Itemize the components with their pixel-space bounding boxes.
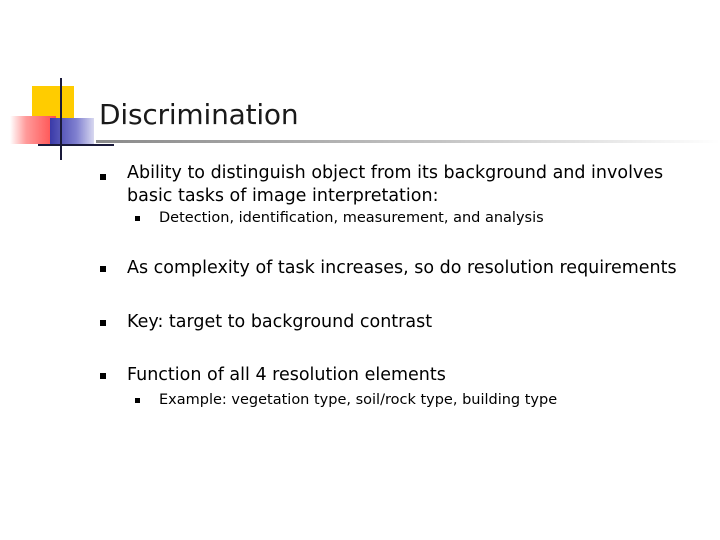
sub-bullet-marker [135,216,140,221]
bullet-4-sub-1: Example: vegetation type, soil/rock type, building type [159,392,558,408]
title-ornament-horizontal-line [38,144,114,146]
sub-bullet-marker [135,398,140,403]
bullet-2-line-1: As complexity of task increases, so do resolution requirements [127,258,677,278]
bullet-marker [100,174,106,180]
bullet-1-sub-1: Detection, identification, measurement, and analysis [159,210,544,226]
title-underline-rule [96,140,720,143]
title-ornament-vertical-line [60,78,62,160]
bullet-1-line-1: Ability to distinguish object from its background and involves [127,163,664,183]
bullet-1-line-2: basic tasks of image interpretation: [127,186,439,206]
bullet-marker [100,266,106,272]
title-ornament-blue-block [50,118,94,146]
slide-title: Discrimination [99,98,299,131]
bullet-marker [100,373,106,379]
bullet-marker [100,320,106,326]
bullet-4-line-1: Function of all 4 resolution elements [127,365,446,385]
bullet-3-line-1: Key: target to background contrast [127,312,433,332]
